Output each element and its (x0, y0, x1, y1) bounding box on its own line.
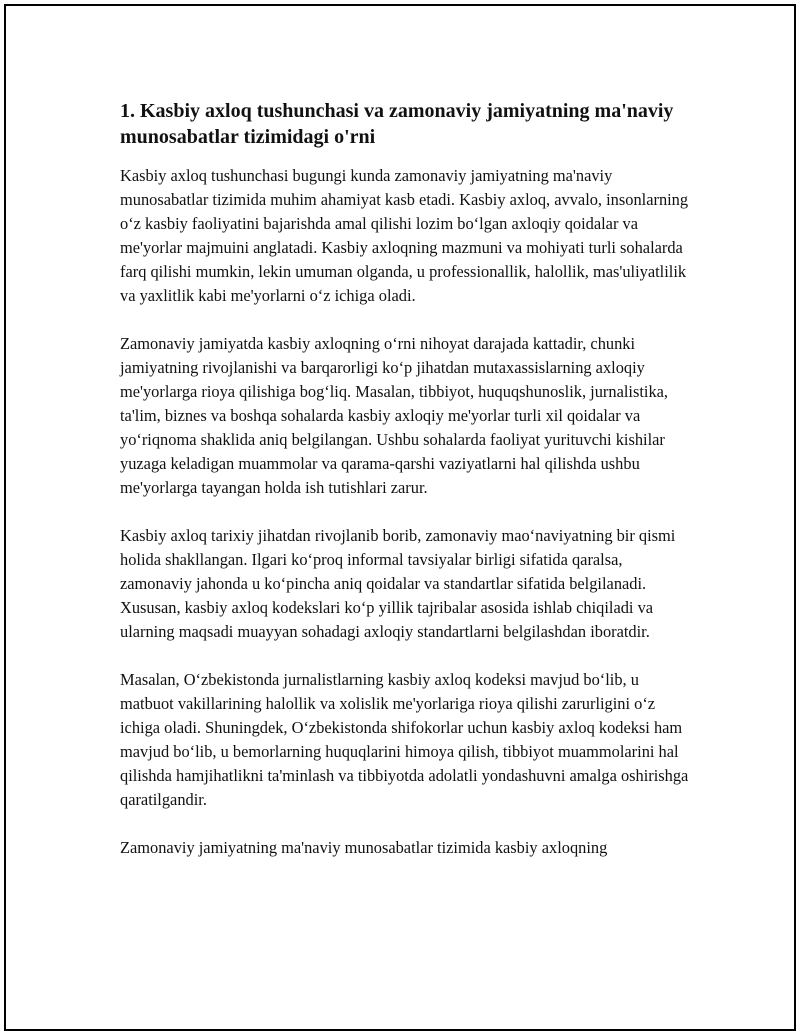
page-frame (4, 4, 796, 1031)
paragraph-2: Zamonaviy jamiyatda kasbiy axloqning o‘rni nihoyat darajada kattadir, chunki jamiyatning rivojlanishi va barqarorligi ko‘p jihatdan mutaxassislarning axloqiy me'yorlarga rioya qilishiga bog‘liq. Masalan, tibbiyot, huquqshunoslik, jurnalistika, ta'lim, biznes va boshqa sohalarda kasbiy axloqiy me'yorlar turli xil qoidalar va yo‘riqnoma shaklida aniq belgilangan. Ushbu sohalarda faoliyat yurituvchi kishilar yuzaga keladigan muammolar va qarama-qarshi vaziyatlarni hal qilishda ushbu me'yorlarga tayangan holda ish tutishlari zarur. (120, 334, 669, 497)
document-body (120, 98, 690, 884)
paragraph-4: Masalan, O‘zbekistonda jurnalistlarning kasbiy axloq kodeksi mavjud bo‘lib, u matbuot vakillarining halollik va xolislik me'yorlariga rioya qilishi zarurligini o‘z ichiga oladi. Shuningdek, O‘zbekistonda shifokorlar uchun kasbiy axloq kodeksi ham mavjud bo‘lib, u bemorlarning huquqlarini himoya qilish, tibbiyot muammolarini hal qilishda hamjihatlikni ta'minlash va tibbiyotda adolatli yondashuvni amalga oshirishga qaratilgandir. (120, 670, 689, 809)
section-heading: 1. Kasbiy axloq tushunchasi va zamonaviy jamiyatning ma'naviy munosabatlar tizimidagi o'rni (120, 100, 674, 148)
paragraph-1: Kasbiy axloq tushunchasi bugungi kunda zamonaviy jamiyatning ma'naviy munosabatlar tizimida muhim ahamiyat kasb etadi. Kasbiy axloq, avvalo, insonlarning o‘z kasbiy faoliyatini bajarishda amal qilishi lozim bo‘lgan axloqiy qoidalar va me'yorlar majmuini anglatadi. Kasbiy axloqning mazmuni va mohiyati turli sohalarda farq qilishi mumkin, lekin umuman olganda, u professionallik, halollik, mas'uliyatlilik va yaxlitlik kabi me'yorlarni o‘z ichiga oladi. (120, 166, 689, 305)
paragraph-5: Zamonaviy jamiyatning ma'naviy munosabatlar tizimida kasbiy axloqning (120, 838, 608, 857)
paragraph-3: Kasbiy axloq tarixiy jihatdan rivojlanib borib, zamonaviy mao‘naviyatning bir qismi holida shakllangan. Ilgari ko‘proq informal tavsiyalar birligi sifatida qaralsa, zamonaviy jahonda u ko‘pincha aniq qoidalar va standartlar sifatida belgilanadi. Xususan, kasbiy axloq kodekslari ko‘p yillik tajribalar asosida ishlab chiqiladi va ularning maqsadi muayyan sohadagi axloqiy standartlarni belgilashdan iboratdir. (120, 526, 676, 641)
